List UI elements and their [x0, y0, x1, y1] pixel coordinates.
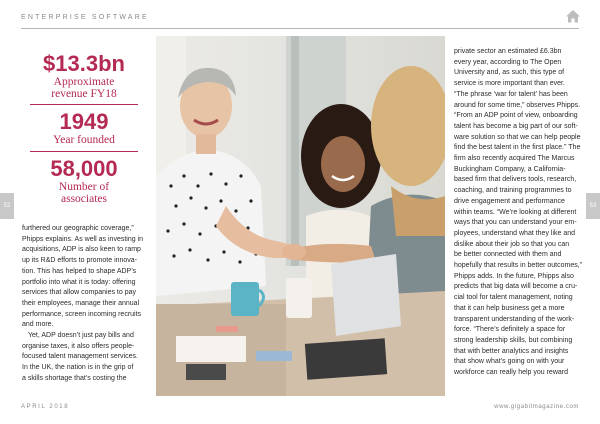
text-line: workforce can really help you reward — [454, 369, 568, 377]
text-line: performance, screen incoming recruits — [22, 310, 142, 318]
text-line: cial tool for talent management, noting — [454, 294, 573, 302]
text-line: find the best talent in the first place.” The — [454, 144, 581, 152]
stat-label: Number of — [58, 181, 110, 193]
text-line: University and, as such, this type of — [454, 69, 565, 77]
stat-label: Approximate — [53, 76, 115, 88]
text-line: transparent understanding of the work- — [454, 315, 575, 323]
text-line: talent has become a big part of our soft- — [454, 122, 578, 130]
text-line: a skills shortage that’s costing the — [22, 374, 127, 382]
stat-divider — [30, 151, 138, 152]
home-icon[interactable] — [565, 9, 581, 23]
text-line: hopefully that results in better outcomes,” — [454, 262, 583, 270]
text-line: that show what’s going on with your — [454, 358, 565, 366]
text-line: organise taxes, it also offers people- — [22, 342, 135, 350]
article-photo — [156, 36, 445, 396]
text-line: their employees, manage their annual — [22, 299, 140, 307]
text-line: that it can help business get a more — [454, 304, 565, 312]
section-label: ENTERPRISE SOFTWARE — [21, 14, 149, 21]
footer-date: APRIL 2018 — [21, 404, 70, 410]
text-line: private sector an estimated £6.3bn — [454, 48, 562, 55]
stat-revenue — [22, 52, 146, 100]
stat-label: revenue FY18 — [51, 88, 117, 100]
text-line: “From an ADP point of view, onboarding — [454, 112, 578, 120]
text-line: portfolio into what it is today: offering — [22, 278, 136, 286]
stat-founded — [22, 110, 146, 146]
text-line: up its R&D efforts to promote innova- — [22, 257, 138, 265]
text-line: be better connected with them and — [454, 251, 562, 259]
stat-divider — [30, 104, 138, 105]
text-line: furthered our geographic coverage,” — [22, 225, 134, 232]
text-line: acquisitions, ADP is also keen to ramp — [22, 246, 141, 254]
right-text-column — [454, 47, 589, 379]
text-line: “The phrase ‘war for talent’ has been — [454, 90, 568, 98]
text-line: predicts that big data will become a cru- — [454, 283, 578, 291]
text-line: Buckingham Company, a California- — [454, 165, 566, 173]
stat-value: $13.3bn — [43, 51, 125, 76]
page-number-right: 53 — [586, 193, 600, 219]
footer-website[interactable]: www.gigabitmagazine.com — [494, 404, 579, 410]
stat-label: Year founded — [53, 134, 115, 146]
text-line: force. “There’s definitely a space for — [454, 326, 566, 334]
text-line: around for some time,” observes Phipps. — [454, 101, 581, 109]
text-line: dislike about their job so that you can — [454, 240, 570, 248]
text-line: service is more important than ever. — [454, 80, 565, 88]
text-line: every year, according to The Open — [454, 58, 562, 66]
text-line: In the UK, the nation is in the grip of — [22, 364, 134, 372]
stat-value: 1949 — [59, 109, 109, 134]
header-rule — [21, 28, 579, 29]
text-line: that with better analytics and insights — [454, 347, 569, 355]
text-line: drive engagement and performance — [454, 197, 565, 205]
text-line: ways that you can understand your em- — [454, 219, 577, 227]
text-line: Phipps adds. In the future, Phipps also — [454, 272, 574, 280]
text-line: based firm that delivers tools, research, — [454, 176, 577, 184]
text-line: strong leadership skills, but combining — [454, 336, 573, 344]
photo-illustration — [156, 36, 445, 396]
text-line: Yet, ADP doesn’t just pay bills and — [28, 332, 134, 340]
page-number-left: 52 — [0, 193, 14, 219]
text-line: ployees, understand what they like and — [454, 229, 576, 237]
stat-label: associates — [61, 193, 107, 205]
text-line: focused talent management services. — [22, 353, 138, 361]
text-line: tion. This has helped to shape ADP’s — [22, 267, 137, 275]
stat-associates — [22, 157, 146, 205]
text-line: services that allow companies to pay — [22, 289, 136, 297]
text-line: firm also recently acquired The Marcus — [454, 155, 575, 163]
text-line: coaching, and training programmes to — [454, 187, 572, 195]
text-line: and more. — [22, 321, 54, 329]
text-line: ware solution so that we can help people — [454, 133, 581, 141]
stat-value: 58,000 — [50, 156, 118, 181]
text-line: Phipps explains. As well as investing in — [22, 235, 144, 243]
text-line: within teams. “We’re looking at different — [454, 208, 577, 216]
left-text-column — [22, 224, 154, 385]
